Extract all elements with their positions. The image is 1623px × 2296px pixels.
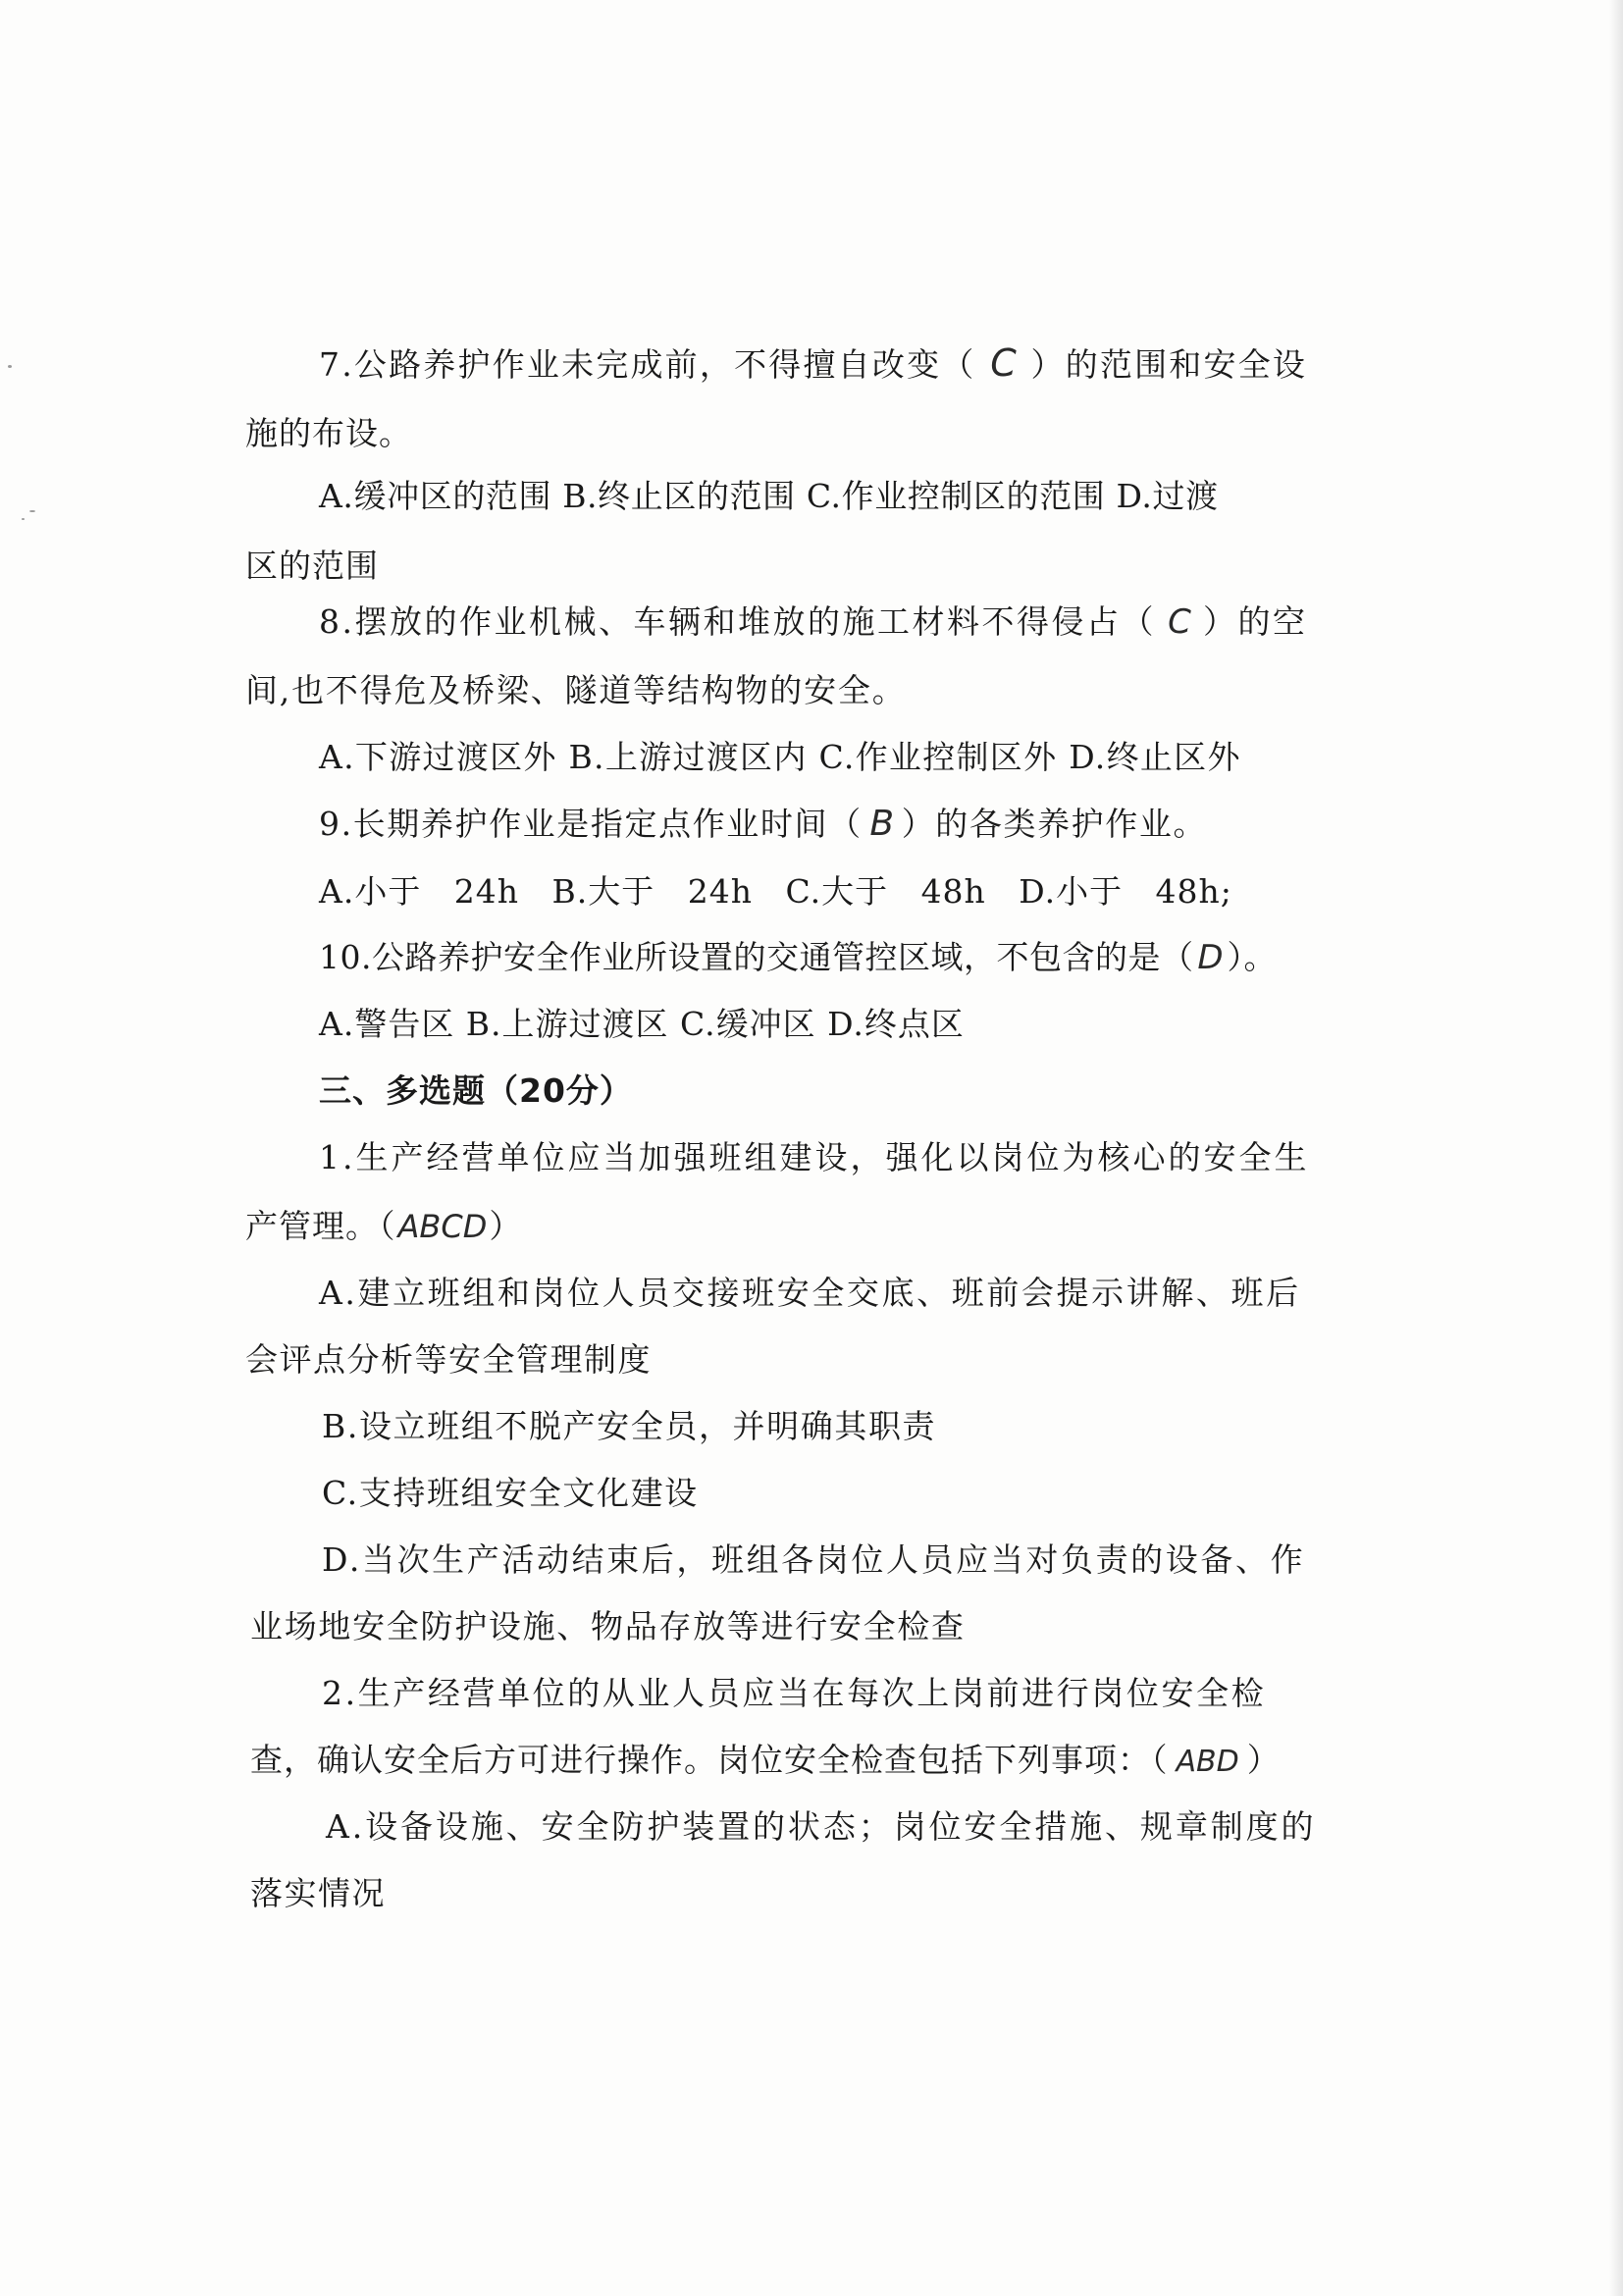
question-10-stem: 10.公路养护安全作业所设置的交通管控区域，不包含的是（ D ）。 [319,938,1277,977]
question-9-stem: 9.长期养护作业是指定点作业时间（ B ）的各类养护作业。 [319,804,1208,844]
multi-question-1-option-a-continued: 会评点分析等安全管理制度 [245,1340,652,1379]
multi-question-1-option-d: D.当次生产活动结束后，班组各岗位人员应当对负责的设备、作 [322,1540,1306,1579]
handwritten-answer-multi-1: ABCD [397,1208,488,1245]
question-8-options: A.下游过渡区外 B.上游过渡区内 C.作业控制区外 D.终止区外 [319,738,1241,776]
question-7-options-continued: 区的范围 [245,547,379,585]
section-heading-multiple-choice: 三、多选题（20分） [319,1071,633,1110]
question-8-stem: 8.摆放的作业机械、车辆和堆放的施工材料不得侵占（ C ）的空 [319,602,1308,642]
question-7-stem-continued: 施的布设。 [245,414,412,452]
multi-question-1-option-b: B.设立班组不脱产安全员，并明确其职责 [322,1407,937,1445]
handwritten-answer-10: D [1197,938,1224,977]
handwritten-answer-9: B [869,804,895,844]
scan-speck [29,510,35,512]
question-7-stem: 7.公路养护作业未完成前，不得擅自改变（ C ）的范围和安全设 [319,341,1308,385]
multi-question-2-stem-continued: 查，确认安全后方可进行操作。岗位安全检查包括下列事项：（ ABD ） [250,1739,1281,1784]
question-9-options: A.小于 24h B.大于 24h C.大于 48h D.小于 48h; [319,872,1232,911]
multi-question-1-option-a: A.建立班组和岗位人员交接班安全交底、班前会提示讲解、班后 [319,1274,1301,1312]
multi-question-1-stem-continued: 产管理。（ABCD） [245,1205,522,1248]
multi-question-1-stem: 1.生产经营单位应当加强班组建设，强化以岗位为核心的安全生 [319,1138,1310,1176]
multi-question-1-option-c: C.支持班组安全文化建设 [322,1474,699,1512]
handwritten-answer-multi-2: ABD [1176,1745,1239,1779]
question-8-stem-continued: 间,也不得危及桥梁、隧道等结构物的安全。 [245,671,907,709]
question-10-options: A.警告区 B.上游过渡区 C.缓冲区 D.终点区 [319,1005,965,1043]
question-7-options: A.缓冲区的范围 B.终止区的范围 C.作业控制区的范围 D.过渡 [319,477,1219,515]
scan-speck [8,365,12,368]
multi-question-2-option-a-continued: 落实情况 [250,1874,386,1912]
page-edge-shadow [1609,0,1623,2296]
multi-question-2-option-a: A.设备设施、安全防护装置的状态；岗位安全措施、规章制度的 [326,1807,1317,1846]
scan-speck [22,518,25,520]
multi-question-1-option-d-continued: 业场地安全防护设施、物品存放等进行安全检查 [250,1607,966,1645]
multi-question-2-stem: 2.生产经营单位的从业人员应当在每次上岗前进行岗位安全检 [322,1674,1267,1712]
handwritten-answer-8: C [1168,602,1191,642]
handwritten-answer-7: C [990,341,1017,385]
